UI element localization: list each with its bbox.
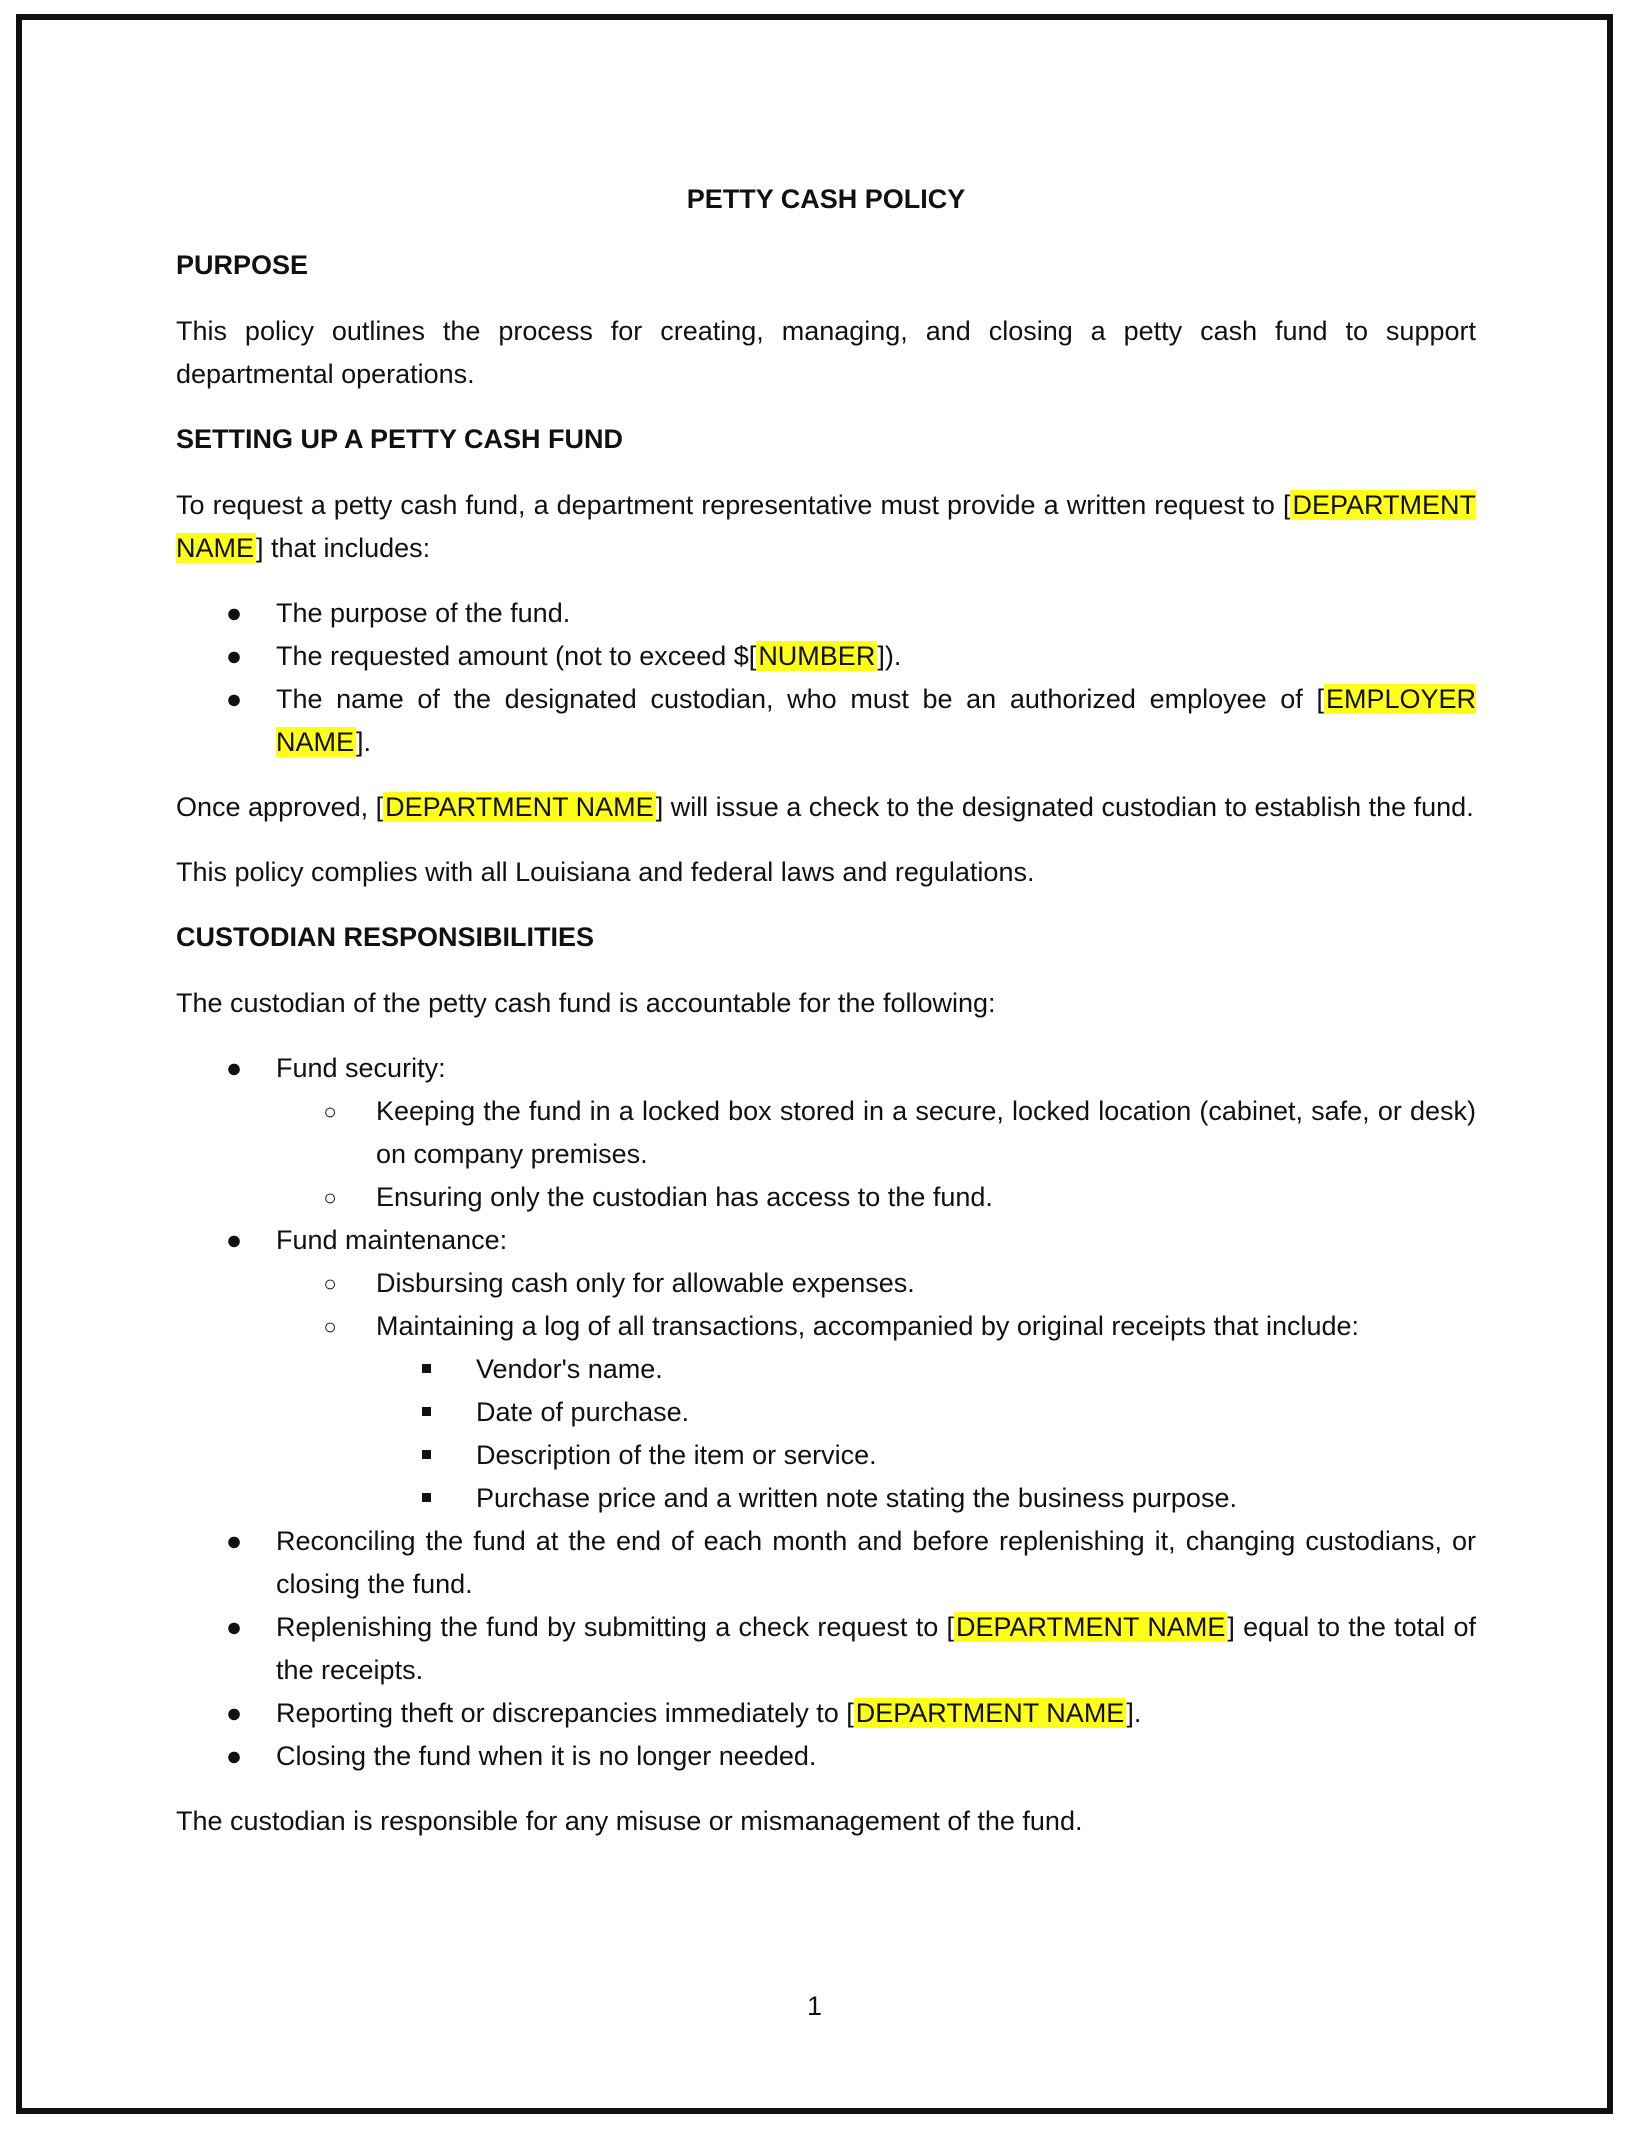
circle-bullet-icon: ○ bbox=[323, 1099, 337, 1124]
bullet-icon: ● bbox=[225, 684, 243, 714]
receipt-item-text: Date of purchase. bbox=[476, 1397, 690, 1427]
sub-list-item-text: Keeping the fund in a locked box stored in a secure, locked location (cabinet, safe, or desk) on company premises. bbox=[376, 1096, 1476, 1169]
list-item bbox=[176, 678, 1476, 764]
list-item-text: The purpose of the fund. bbox=[276, 598, 571, 628]
bullet-icon: ● bbox=[225, 641, 243, 671]
compliance-text: This policy complies with all Louisiana and federal laws and regulations. bbox=[176, 857, 1035, 887]
custodian-intro: The custodian of the petty cash fund is accountable for the following: bbox=[176, 988, 996, 1018]
sub-list-item bbox=[276, 1090, 1476, 1176]
list-item-text: The name of the designated custodian, who must be an authorized employee of [ bbox=[276, 684, 1324, 714]
bullet-icon: ● bbox=[225, 1225, 243, 1255]
square-bullet-icon bbox=[422, 1450, 431, 1459]
setup-request-list bbox=[176, 592, 1476, 764]
report-text-end: ]. bbox=[1126, 1698, 1142, 1728]
sub-list-item bbox=[276, 1305, 1476, 1520]
receipt-item bbox=[376, 1348, 1476, 1391]
replenish-text-end: ] equal to the total of the receipts. bbox=[276, 1612, 1476, 1685]
bullet-icon: ● bbox=[225, 1053, 243, 1083]
document-page bbox=[16, 14, 1613, 2114]
list-item bbox=[176, 635, 1476, 678]
list-item bbox=[176, 1606, 1476, 1692]
bullet-icon: ● bbox=[225, 1741, 243, 1771]
square-bullet-icon bbox=[422, 1407, 431, 1416]
setup-heading: SETTING UP A PETTY CASH FUND bbox=[176, 424, 624, 454]
page-number: 1 bbox=[806, 1991, 823, 2021]
receipt-item-text: Description of the item or service. bbox=[476, 1440, 877, 1470]
list-item-text-end: ]). bbox=[877, 641, 902, 671]
square-bullet-icon bbox=[422, 1493, 431, 1502]
reconcile-text: Reconciling the fund at the end of each month and before replenishing it, changing custodians, or closing the fund. bbox=[276, 1526, 1476, 1599]
square-bullet-icon bbox=[422, 1364, 431, 1373]
list-item bbox=[176, 1520, 1476, 1606]
closing-text: Closing the fund when it is no longer needed. bbox=[276, 1741, 817, 1771]
receipt-item-text: Purchase price and a written note stating the business purpose. bbox=[476, 1483, 1237, 1513]
list-item bbox=[176, 1735, 1476, 1778]
custodian-heading: CUSTODIAN RESPONSIBILITIES bbox=[176, 922, 595, 952]
receipt-item bbox=[376, 1434, 1476, 1477]
setup-intro bbox=[176, 484, 1476, 570]
list-item bbox=[176, 1219, 1476, 1520]
circle-bullet-icon: ○ bbox=[323, 1185, 337, 1210]
document-body bbox=[176, 178, 1476, 1865]
bullet-icon: ● bbox=[225, 598, 243, 628]
list-item-text-end: ]. bbox=[356, 727, 372, 757]
department-name-placeholder: DEPARTMENT NAME bbox=[385, 792, 654, 822]
department-name-placeholder: DEPARTMENT NAME bbox=[855, 1698, 1125, 1728]
bullet-icon: ● bbox=[225, 1526, 243, 1556]
purpose-text: This policy outlines the process for creating, managing, and closing a petty cash fund to support departmental operations. bbox=[176, 316, 1476, 389]
circle-bullet-icon: ○ bbox=[323, 1271, 337, 1296]
number-placeholder: NUMBER bbox=[758, 641, 876, 671]
custodian-responsibilities-list bbox=[176, 1047, 1476, 1778]
receipt-item bbox=[376, 1391, 1476, 1434]
receipt-requirements-list bbox=[376, 1348, 1476, 1520]
list-item bbox=[176, 1047, 1476, 1219]
bullet-icon: ● bbox=[225, 1612, 243, 1642]
fund-maintenance-sublist bbox=[276, 1262, 1476, 1520]
bullet-icon: ● bbox=[225, 1698, 243, 1728]
sub-list-item bbox=[276, 1262, 1476, 1305]
department-name-placeholder: DEPARTMENT NAME bbox=[956, 1612, 1226, 1642]
sub-list-item bbox=[276, 1176, 1476, 1219]
list-item-text: The requested amount (not to exceed $[ bbox=[276, 641, 757, 671]
approval-text-start: Once approved, [ bbox=[176, 792, 384, 822]
sub-list-item-text: Maintaining a log of all transactions, accompanied by original receipts that include: bbox=[376, 1311, 1360, 1341]
setup-intro-text-end: ] that includes: bbox=[256, 533, 431, 563]
fund-security-sublist bbox=[276, 1090, 1476, 1219]
sub-list-item-text: Disbursing cash only for allowable expenses. bbox=[376, 1268, 915, 1298]
setup-intro-text: To request a petty cash fund, a department representative must provide a written request to [ bbox=[176, 490, 1291, 520]
sub-list-item-text: Ensuring only the custodian has access to the fund. bbox=[376, 1182, 993, 1212]
list-item bbox=[176, 592, 1476, 635]
department-name-placeholder: DEPARTMENT NAME bbox=[176, 490, 1476, 563]
list-item bbox=[176, 1692, 1476, 1735]
document-title: PETTY CASH POLICY bbox=[686, 184, 966, 214]
receipt-item-text: Vendor's name. bbox=[476, 1354, 663, 1384]
fund-maintenance-label: Fund maintenance: bbox=[276, 1225, 508, 1255]
receipt-item bbox=[376, 1477, 1476, 1520]
replenish-text: Replenishing the fund by submitting a check request to [ bbox=[276, 1612, 955, 1642]
report-text: Reporting theft or discrepancies immediately to [ bbox=[276, 1698, 854, 1728]
purpose-heading: PURPOSE bbox=[176, 250, 309, 280]
misuse-text: The custodian is responsible for any misuse or mismanagement of the fund. bbox=[176, 1806, 1083, 1836]
approval-text bbox=[176, 786, 1476, 829]
approval-text-end: ] will issue a check to the designated custodian to establish the fund. bbox=[655, 792, 1474, 822]
circle-bullet-icon: ○ bbox=[323, 1314, 337, 1339]
fund-security-label: Fund security: bbox=[276, 1053, 446, 1083]
employer-name-placeholder: EMPLOYER NAME bbox=[276, 684, 1476, 757]
